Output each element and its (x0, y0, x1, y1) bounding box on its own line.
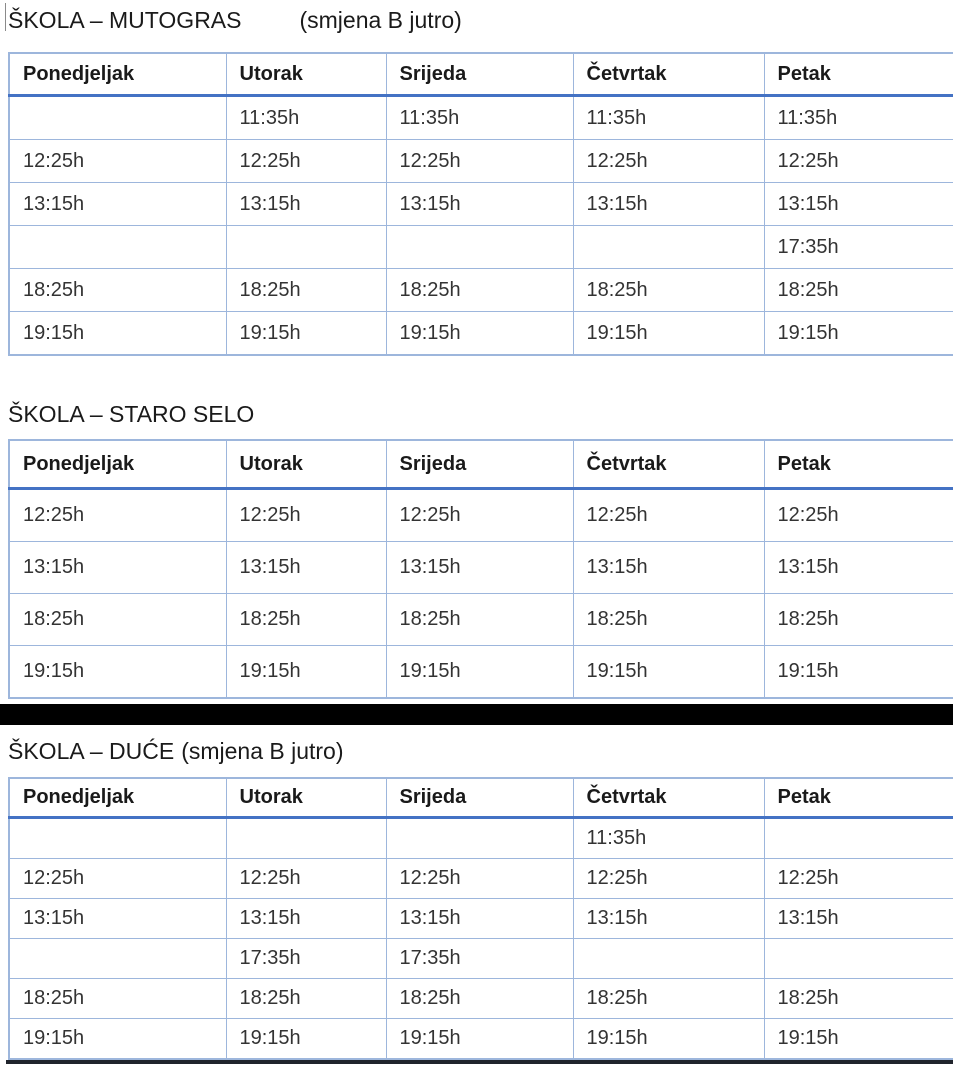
section-title (0, 0, 953, 34)
column-header: Ponedjeljak (9, 53, 226, 96)
time-cell: 18:25h (764, 594, 953, 646)
column-header: Srijeda (386, 53, 573, 96)
empty-cell (573, 226, 764, 269)
time-row (9, 594, 953, 646)
time-cell: 19:15h (764, 646, 953, 699)
time-cell: 13:15h (9, 183, 226, 226)
time-cell: 17:35h (386, 939, 573, 979)
empty-cell (764, 939, 953, 979)
time-cell: 18:25h (386, 979, 573, 1019)
time-cell: 19:15h (764, 1019, 953, 1060)
time-row (9, 226, 953, 269)
section-mutogras (0, 0, 953, 356)
time-row (9, 312, 953, 356)
time-cell: 19:15h (386, 312, 573, 356)
time-cell: 11:35h (226, 96, 386, 140)
time-cell: 13:15h (764, 542, 953, 594)
time-cell: 18:25h (226, 269, 386, 312)
empty-cell (9, 96, 226, 140)
time-cell: 11:35h (764, 96, 953, 140)
time-cell: 19:15h (573, 312, 764, 356)
time-cell: 19:15h (226, 1019, 386, 1060)
section-title-main: ŠKOLA – MUTOGRAS (8, 7, 242, 33)
time-row (9, 979, 953, 1019)
section-title (0, 400, 953, 428)
time-cell: 18:25h (764, 979, 953, 1019)
section-staro-selo (0, 400, 953, 699)
time-cell: 13:15h (764, 183, 953, 226)
text-cursor[interactable] (5, 3, 6, 31)
time-cell: 12:25h (573, 489, 764, 542)
time-cell: 12:25h (573, 859, 764, 899)
time-cell: 18:25h (573, 979, 764, 1019)
section-title-note: (smjena B jutro) (299, 7, 462, 33)
time-cell: 19:15h (764, 312, 953, 356)
header-row (9, 778, 953, 818)
column-header: Srijeda (386, 440, 573, 489)
time-cell: 19:15h (9, 312, 226, 356)
time-cell: 13:15h (573, 542, 764, 594)
time-cell: 12:25h (9, 140, 226, 183)
section-title-note: (smjena B jutro) (181, 738, 344, 764)
time-cell: 12:25h (573, 140, 764, 183)
column-header: Ponedjeljak (9, 778, 226, 818)
section-title-main: ŠKOLA – DUĆE (8, 738, 175, 764)
empty-cell (9, 818, 226, 859)
time-cell: 13:15h (9, 542, 226, 594)
column-header: Petak (764, 53, 953, 96)
time-cell: 13:15h (573, 183, 764, 226)
time-cell: 11:35h (573, 818, 764, 859)
time-cell: 19:15h (573, 646, 764, 699)
time-row (9, 899, 953, 939)
empty-cell (226, 818, 386, 859)
time-cell: 13:15h (226, 899, 386, 939)
time-row (9, 269, 953, 312)
time-cell: 18:25h (9, 269, 226, 312)
time-cell: 13:15h (9, 899, 226, 939)
empty-cell (573, 939, 764, 979)
time-cell: 13:15h (386, 542, 573, 594)
empty-cell (226, 226, 386, 269)
time-cell: 12:25h (226, 140, 386, 183)
time-cell: 13:15h (573, 899, 764, 939)
time-cell: 19:15h (573, 1019, 764, 1060)
time-row (9, 818, 953, 859)
time-cell: 12:25h (764, 859, 953, 899)
time-cell: 18:25h (573, 594, 764, 646)
time-cell: 18:25h (764, 269, 953, 312)
time-cell: 19:15h (386, 1019, 573, 1060)
time-cell: 13:15h (386, 899, 573, 939)
empty-cell (386, 818, 573, 859)
time-row (9, 140, 953, 183)
time-cell: 13:15h (226, 542, 386, 594)
time-row (9, 646, 953, 699)
empty-cell (9, 939, 226, 979)
time-cell: 18:25h (386, 269, 573, 312)
time-cell: 18:25h (226, 979, 386, 1019)
time-row (9, 489, 953, 542)
time-cell: 13:15h (226, 183, 386, 226)
time-cell: 13:15h (764, 899, 953, 939)
time-cell: 19:15h (226, 646, 386, 699)
time-cell: 19:15h (386, 646, 573, 699)
time-cell: 18:25h (9, 594, 226, 646)
time-cell: 12:25h (386, 489, 573, 542)
time-row (9, 1019, 953, 1060)
section-duce (0, 737, 953, 1060)
time-cell: 11:35h (573, 96, 764, 140)
column-header: Utorak (226, 778, 386, 818)
time-cell: 12:25h (386, 140, 573, 183)
time-cell: 12:25h (226, 859, 386, 899)
column-header: Četvrtak (573, 440, 764, 489)
empty-cell (9, 226, 226, 269)
time-cell: 12:25h (386, 859, 573, 899)
time-cell: 18:25h (9, 979, 226, 1019)
empty-cell (764, 818, 953, 859)
timetable-staro-selo (8, 439, 953, 699)
time-row (9, 542, 953, 594)
time-cell: 19:15h (226, 312, 386, 356)
time-cell: 17:35h (764, 226, 953, 269)
time-cell: 12:25h (9, 859, 226, 899)
column-header: Ponedjeljak (9, 440, 226, 489)
bottom-separator-bar (6, 1060, 953, 1064)
time-cell: 12:25h (9, 489, 226, 542)
timetable-mutogras (8, 52, 953, 356)
time-cell: 19:15h (9, 646, 226, 699)
time-cell: 18:25h (386, 594, 573, 646)
time-cell: 19:15h (9, 1019, 226, 1060)
empty-cell (386, 226, 573, 269)
time-row (9, 939, 953, 979)
time-cell: 18:25h (226, 594, 386, 646)
time-cell: 12:25h (764, 489, 953, 542)
section-title-main: ŠKOLA – STARO SELO (8, 401, 255, 427)
column-header: Utorak (226, 53, 386, 96)
section-title (0, 737, 953, 765)
time-row (9, 859, 953, 899)
column-header: Petak (764, 778, 953, 818)
timetable-duce (8, 777, 953, 1060)
column-header: Četvrtak (573, 53, 764, 96)
header-row (9, 53, 953, 96)
time-cell: 12:25h (226, 489, 386, 542)
column-header: Petak (764, 440, 953, 489)
column-header: Utorak (226, 440, 386, 489)
time-cell: 17:35h (226, 939, 386, 979)
column-header: Četvrtak (573, 778, 764, 818)
header-row (9, 440, 953, 489)
time-row (9, 96, 953, 140)
time-cell: 13:15h (386, 183, 573, 226)
time-cell: 11:35h (386, 96, 573, 140)
section-separator-bar (0, 704, 953, 725)
time-cell: 12:25h (764, 140, 953, 183)
column-header: Srijeda (386, 778, 573, 818)
time-cell: 18:25h (573, 269, 764, 312)
time-row (9, 183, 953, 226)
